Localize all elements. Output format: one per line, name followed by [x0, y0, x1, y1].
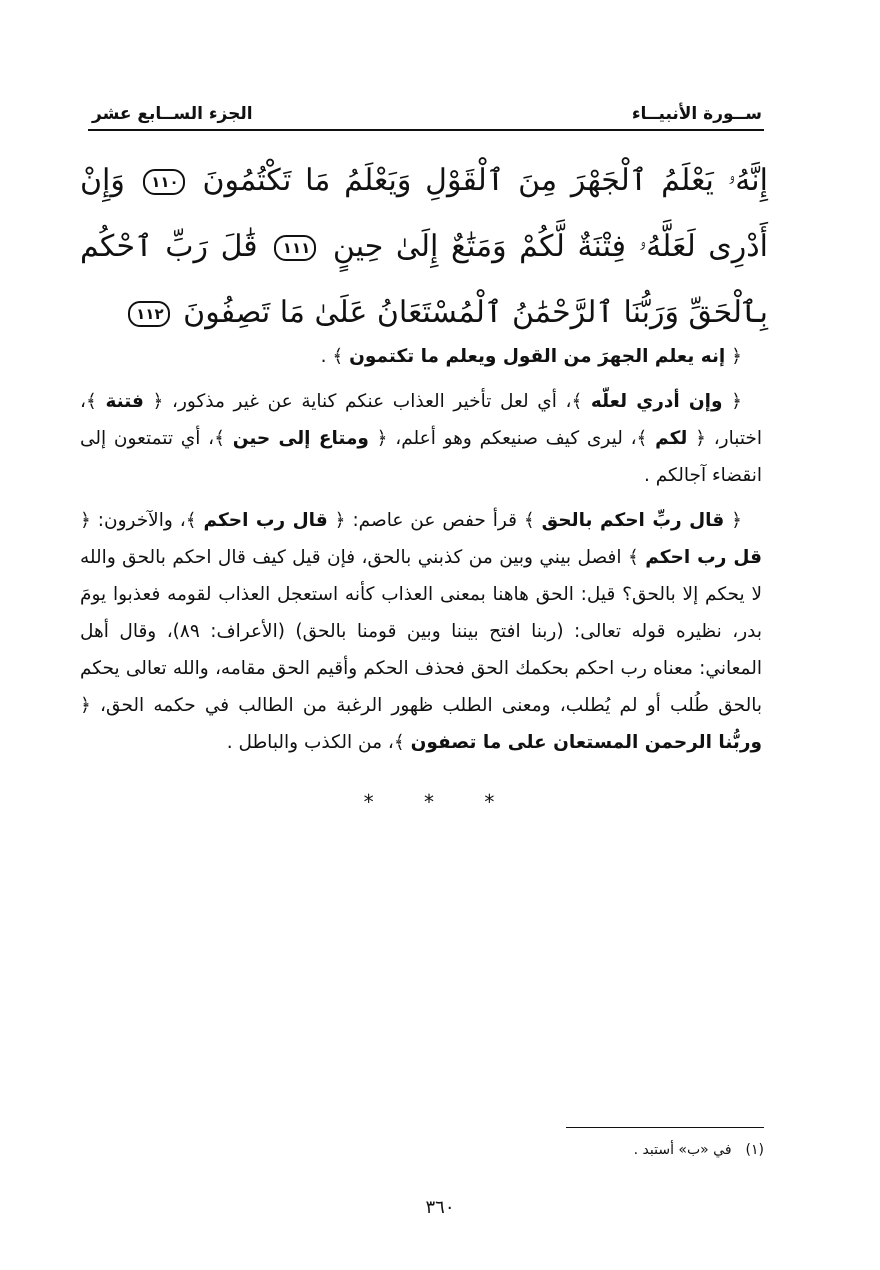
bracket-close: ﴾ [214, 428, 225, 449]
paragraph-text: ، من الكذب والباطل . [226, 732, 394, 753]
paragraph-text: ، ليرى كيف صنيعكم وهو أعلم، [387, 428, 637, 449]
bracket-open: ﴿ [152, 391, 164, 412]
tafsir-paragraph-1 [80, 338, 762, 375]
bracket-close: ﴾ [571, 391, 583, 412]
ayah-number-marker: ١١١ [274, 235, 316, 261]
paragraph-text: افصل بيني وبين من كذبني بالحق، فإن قيل كيف قال احكم بالحق والله لا يحكم إلا بالحق؟ قيل: الحق هاهنا بمعنى العذاب كأنه استعجل العذاب لقومه فعذبوا يومَ بدر، نظيره قوله تعالى: (ربنا افتح بيننا وبين قومنا بالحق) (الأعراف: ٨٩)، وقال أهل المعاني: معناه رب احكم بحكمك الحق فحذف الحكم وأقيم الحق مقامه، والله تعالى يحكم بالحق طُلب أو لم يُطلب، ومعنى الطلب ظهور الرغبة من الطالب في حكمه الحق، [80, 547, 762, 716]
quoted-verse: قال ربِّ احكم بالحق [541, 510, 725, 531]
header-rule [88, 129, 764, 131]
bracket-open: ﴿ [376, 428, 388, 449]
footnote-text: في «ب» أستبد . [633, 1142, 732, 1158]
quoted-verse: ومتاع إلى حين [232, 428, 369, 449]
ayah-111-text: وَإِنْ أَدْرِى لَعَلَّهُۥ فِتْنَةٌ لَّكُمْ وَمَتَٰعٌ إِلَىٰ حِينٍ [80, 163, 768, 264]
ayah-110-text: إِنَّهُۥ يَعْلَمُ ٱلْجَهْرَ مِنَ ٱلْقَوْلِ وَيَعْلَمُ مَا تَكْتُمُونَ [202, 163, 768, 198]
quoted-verse: قال رب احكم [203, 510, 328, 531]
quoted-verse: لكم [655, 428, 688, 449]
footnote-marker: (١) [745, 1142, 764, 1158]
page-number: ٣٦٠ [425, 1197, 455, 1218]
bracket-close: ﴾ [393, 732, 405, 753]
tafsir-paragraph-2 [80, 383, 762, 494]
paragraph-text: قرأ حفص عن عاصم: [345, 510, 524, 531]
bracket-close: ﴾ [332, 346, 344, 367]
bracket-open: ﴿ [731, 346, 742, 367]
paragraph-text: ، أي لعل تأخير العذاب عنكم كناية عن غير مذكور، [163, 391, 572, 412]
running-header [92, 88, 762, 124]
quoted-verse: فتنة [105, 391, 144, 412]
bracket-open: ﴿ [731, 510, 742, 531]
footnote-rule [566, 1127, 764, 1128]
ayah-112-text: قَٰلَ رَبِّ ٱحْكُم بِٱلْحَقِّ وَرَبُّنَا ٱلرَّحْمَٰنُ ٱلْمُسْتَعَانُ عَلَىٰ مَا تَصِفُونَ [80, 229, 768, 330]
paragraph-text: ، اختبار، [80, 391, 762, 449]
quoted-verse: وإن أدري لعلّه [590, 391, 723, 412]
quran-text [80, 148, 768, 346]
paragraph-text: ، والآخرون: [90, 510, 186, 531]
bracket-close: ﴾ [636, 428, 648, 449]
tafsir-paragraph-3 [80, 502, 762, 761]
bracket-open: ﴿ [731, 391, 742, 412]
bracket-open: ﴿ [334, 510, 346, 531]
bracket-open: ﴿ [80, 510, 91, 531]
bracket-open: ﴿ [80, 695, 91, 716]
quoted-verse: إنه يعلم الجهرَ من القول ويعلم ما تكتمون [349, 346, 726, 367]
paragraph-text: ، أي تتمتعون إلى انقضاء آجالكم . [80, 428, 762, 486]
section-separator: * * * [363, 790, 517, 814]
tafsir-body [80, 338, 762, 769]
bracket-close: ﴾ [185, 510, 197, 531]
ayah-number-marker: ١١٠ [143, 169, 185, 195]
juz-title: الجزء الســابع عشر [92, 104, 253, 124]
footnote [634, 1142, 764, 1158]
bracket-close: ﴾ [85, 391, 97, 412]
surah-title: ســورة الأنبيــاء [631, 104, 762, 124]
bracket-close: ﴾ [627, 547, 639, 568]
quoted-verse: قل رب احكم [645, 547, 762, 568]
quoted-verse: وربُّنا الرحمن المستعان على ما تصفون [410, 732, 762, 753]
bracket-open: ﴿ [695, 428, 706, 449]
paragraph-text: . [320, 346, 333, 367]
ayah-number-marker: ١١٢ [128, 301, 170, 327]
bracket-close: ﴾ [523, 510, 535, 531]
